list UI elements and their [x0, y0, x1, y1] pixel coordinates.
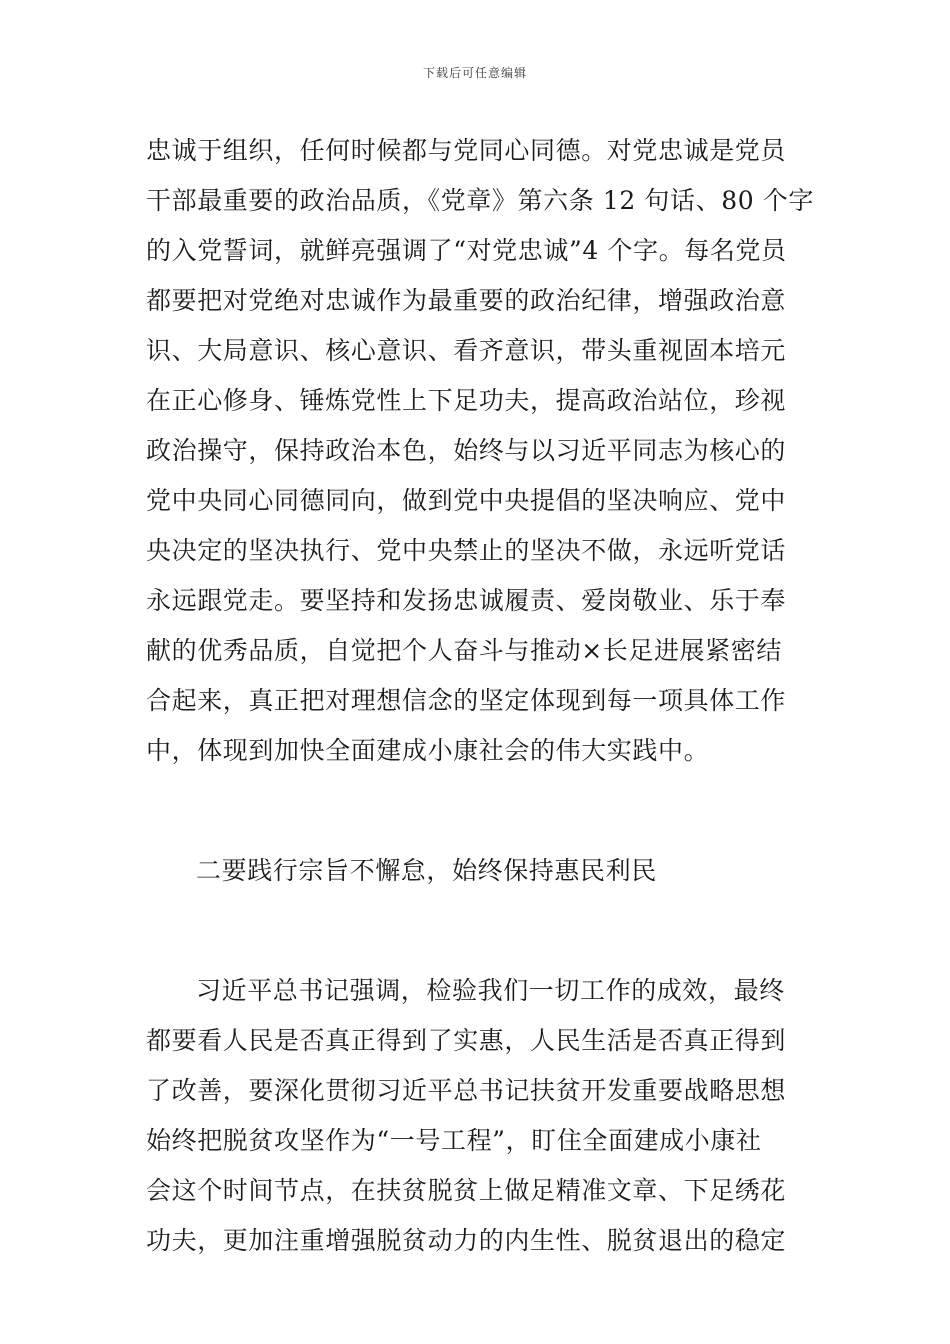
- paragraph-line: 会这个时间节点，在扶贫脱贫上做足精准文章、下足绣花: [146, 1176, 787, 1205]
- document-body: [146, 126, 814, 1266]
- paragraph-line: 干部最重要的政治品质，《党章》第六条 12 句话、80 个字: [146, 186, 814, 215]
- paragraph-line: 功夫，更加注重增强脱贫动力的内生性、脱贫退出的稳定: [146, 1226, 787, 1255]
- paragraph-line: 识、大局意识、核心意识、看齐意识，带头重视固本培元: [146, 336, 787, 365]
- paragraph-line: 央决定的坚决执行、党中央禁止的坚决不做，永远听党话: [146, 536, 787, 565]
- paragraph-spacer: [146, 776, 811, 846]
- paragraph-line: 党中央同心同德同向，做到党中央提倡的坚决响应、党中: [146, 486, 787, 515]
- page-header: 下载后可任意编辑: [422, 66, 527, 80]
- paragraph-line: 政治操守，保持政治本色，始终与以习近平同志为核心的: [146, 436, 787, 465]
- paragraph-line: 在正心修身、锤炼党性上下足功夫，提高政治站位，珍视: [146, 386, 787, 415]
- paragraph-2: [146, 966, 811, 1266]
- paragraph-line: 献的优秀品质，自觉把个人奋斗与推动×长足进展紧密结: [146, 636, 782, 665]
- paragraph-line: 习近平总书记强调，检验我们一切工作的成效，最终: [196, 976, 785, 1005]
- paragraph-line: 中，体现到加快全面建成小康社会的伟大实践中。: [146, 736, 710, 765]
- paragraph-line: 始终把脱贫攻坚作为“一号工程”，盯住全面建成小康社: [146, 1126, 762, 1155]
- paragraph-line: 合起来，真正把对理想信念的坚定体现到每一项具体工作: [146, 686, 787, 715]
- paragraph-line: 了改善，要深化贯彻习近平总书记扶贫开发重要战略思想: [146, 1076, 787, 1105]
- paragraph-spacer: [146, 896, 811, 966]
- section-heading: 二要践行宗旨不懈怠，始终保持惠民利民: [196, 856, 657, 885]
- paragraph-1: [146, 126, 814, 776]
- paragraph-line: 的入党誓词，就鲜亮强调了“对党忠诚”4 个字。每名党员: [146, 236, 787, 265]
- paragraph-line: 忠诚于组织，任何时候都与党同心同德。对党忠诚是党员: [146, 136, 787, 165]
- paragraph-line: 都要把对党绝对忠诚作为最重要的政治纪律，增强政治意: [146, 286, 787, 315]
- paragraph-line: 永远跟党走。要坚持和发扬忠诚履责、爱岗敬业、乐于奉: [146, 586, 787, 615]
- paragraph-line: 都要看人民是否真正得到了实惠，人民生活是否真正得到: [146, 1026, 787, 1055]
